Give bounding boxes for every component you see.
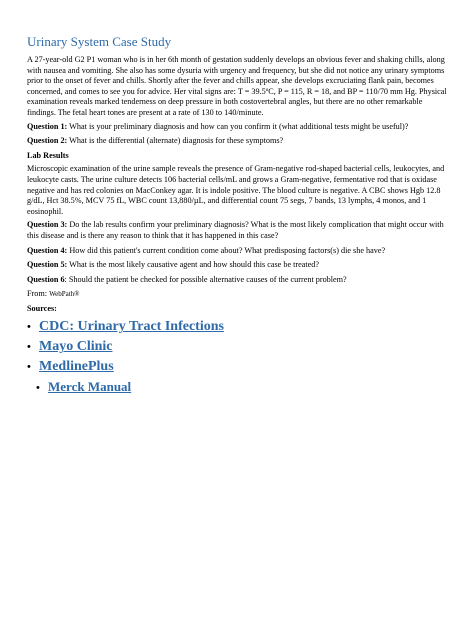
question-2-text: What is the differential (alternate) diagnosis for these symptoms? (67, 136, 284, 146)
source-item (27, 337, 447, 357)
source-item (27, 357, 447, 377)
source-item (27, 317, 447, 337)
question-3-text: Do the lab results confirm your preliminary diagnosis? What is the most likely complication that might occur with this disease and is there any reason to think that it has happened in this case? (27, 220, 444, 240)
question-2-label: Question 2: (27, 136, 68, 146)
source-item (27, 377, 447, 398)
question-4 (27, 246, 447, 257)
sources-heading: Sources: (27, 303, 57, 313)
question-5 (27, 260, 447, 271)
bullet-icon: • (27, 361, 31, 374)
bullet-icon: • (27, 321, 31, 334)
bullet-icon: • (36, 382, 40, 395)
from-label: From: (27, 289, 50, 299)
question-2 (27, 136, 447, 147)
question-5-label: Question 5: (27, 260, 68, 270)
question-1 (27, 122, 447, 133)
lab-results-text: Microscopic examination of the urine sample reveals the presence of Gram-negative rod-shaped bacterial cells, leukocytes, and leukocyte casts. The urine culture detects 106 bacterial cells/mL and grows a Gram-negative, fermentative rod that is oxidase negative and has red colonies on MacConkey agar. It is indole positive. The blood culture is negative. A CBC shows Hgb 12.8 g/dL, Hct 38.5%, MCV 75 fL, WBC count 13,880/µL, and differential count 75 segs, 7 bands, 13 lymphs, 4 monos, and 1 eosinophil. (27, 164, 445, 216)
document-page (27, 34, 447, 398)
question-3 (27, 220, 447, 241)
from-source: WebPath® (49, 290, 80, 299)
question-6-text: : Should the patient be checked for possible alternative causes of the current problem? (64, 274, 347, 284)
question-4-text: How did this patient's current condition come about? What predisposing factors(s) die she have? (67, 245, 386, 255)
question-3-label: Question 3: (27, 220, 68, 230)
question-1-text: What is your preliminary diagnosis and how can you confirm it (what additional tests might be useful)? (67, 121, 409, 131)
question-1-label: Question 1: (27, 121, 68, 131)
source-attribution (27, 289, 447, 300)
medlineplus-link[interactable]: MedlinePlus (39, 359, 114, 375)
merck-manual-link[interactable]: Merck Manual (48, 379, 132, 395)
question-6 (27, 275, 447, 286)
page-title: Urinary System Case Study (27, 34, 172, 49)
cdc-link[interactable]: CDC: Urinary Tract Infections (39, 319, 224, 335)
sources-list (27, 317, 447, 398)
question-6-label: Question 6 (27, 274, 65, 284)
bullet-icon: • (27, 341, 31, 354)
lab-results-heading: Lab Results (27, 150, 69, 160)
case-intro: A 27-year-old G2 P1 woman who is in her 6th month of gestation suddenly develops an obvious fever and shaking chills, along with nausea and vomiting. She also has some dysuria with urgency and frequency, but she did not notice any urinary symptoms prior to the onset of fever and chills. Shortly after the fever and chills appear, she develops excruciating flank pain, becomes concerned, and comes to see you for advice. Her vital signs are: T = 39.5ºC, P = 115, R = 18, and BP = 110/70 mm Hg. Physical examination reveals marked tenderness on deep pressure in both costovertebral angles, but there are no other remarkable findings. The fetal heart tones are present at a rate of 130 to 140/minute. (27, 55, 447, 117)
question-4-label: Question 4: (27, 245, 68, 255)
question-5-text: What is the most likely causative agent and how should this case be treated? (67, 260, 320, 270)
mayo-clinic-link[interactable]: Mayo Clinic (39, 339, 113, 355)
